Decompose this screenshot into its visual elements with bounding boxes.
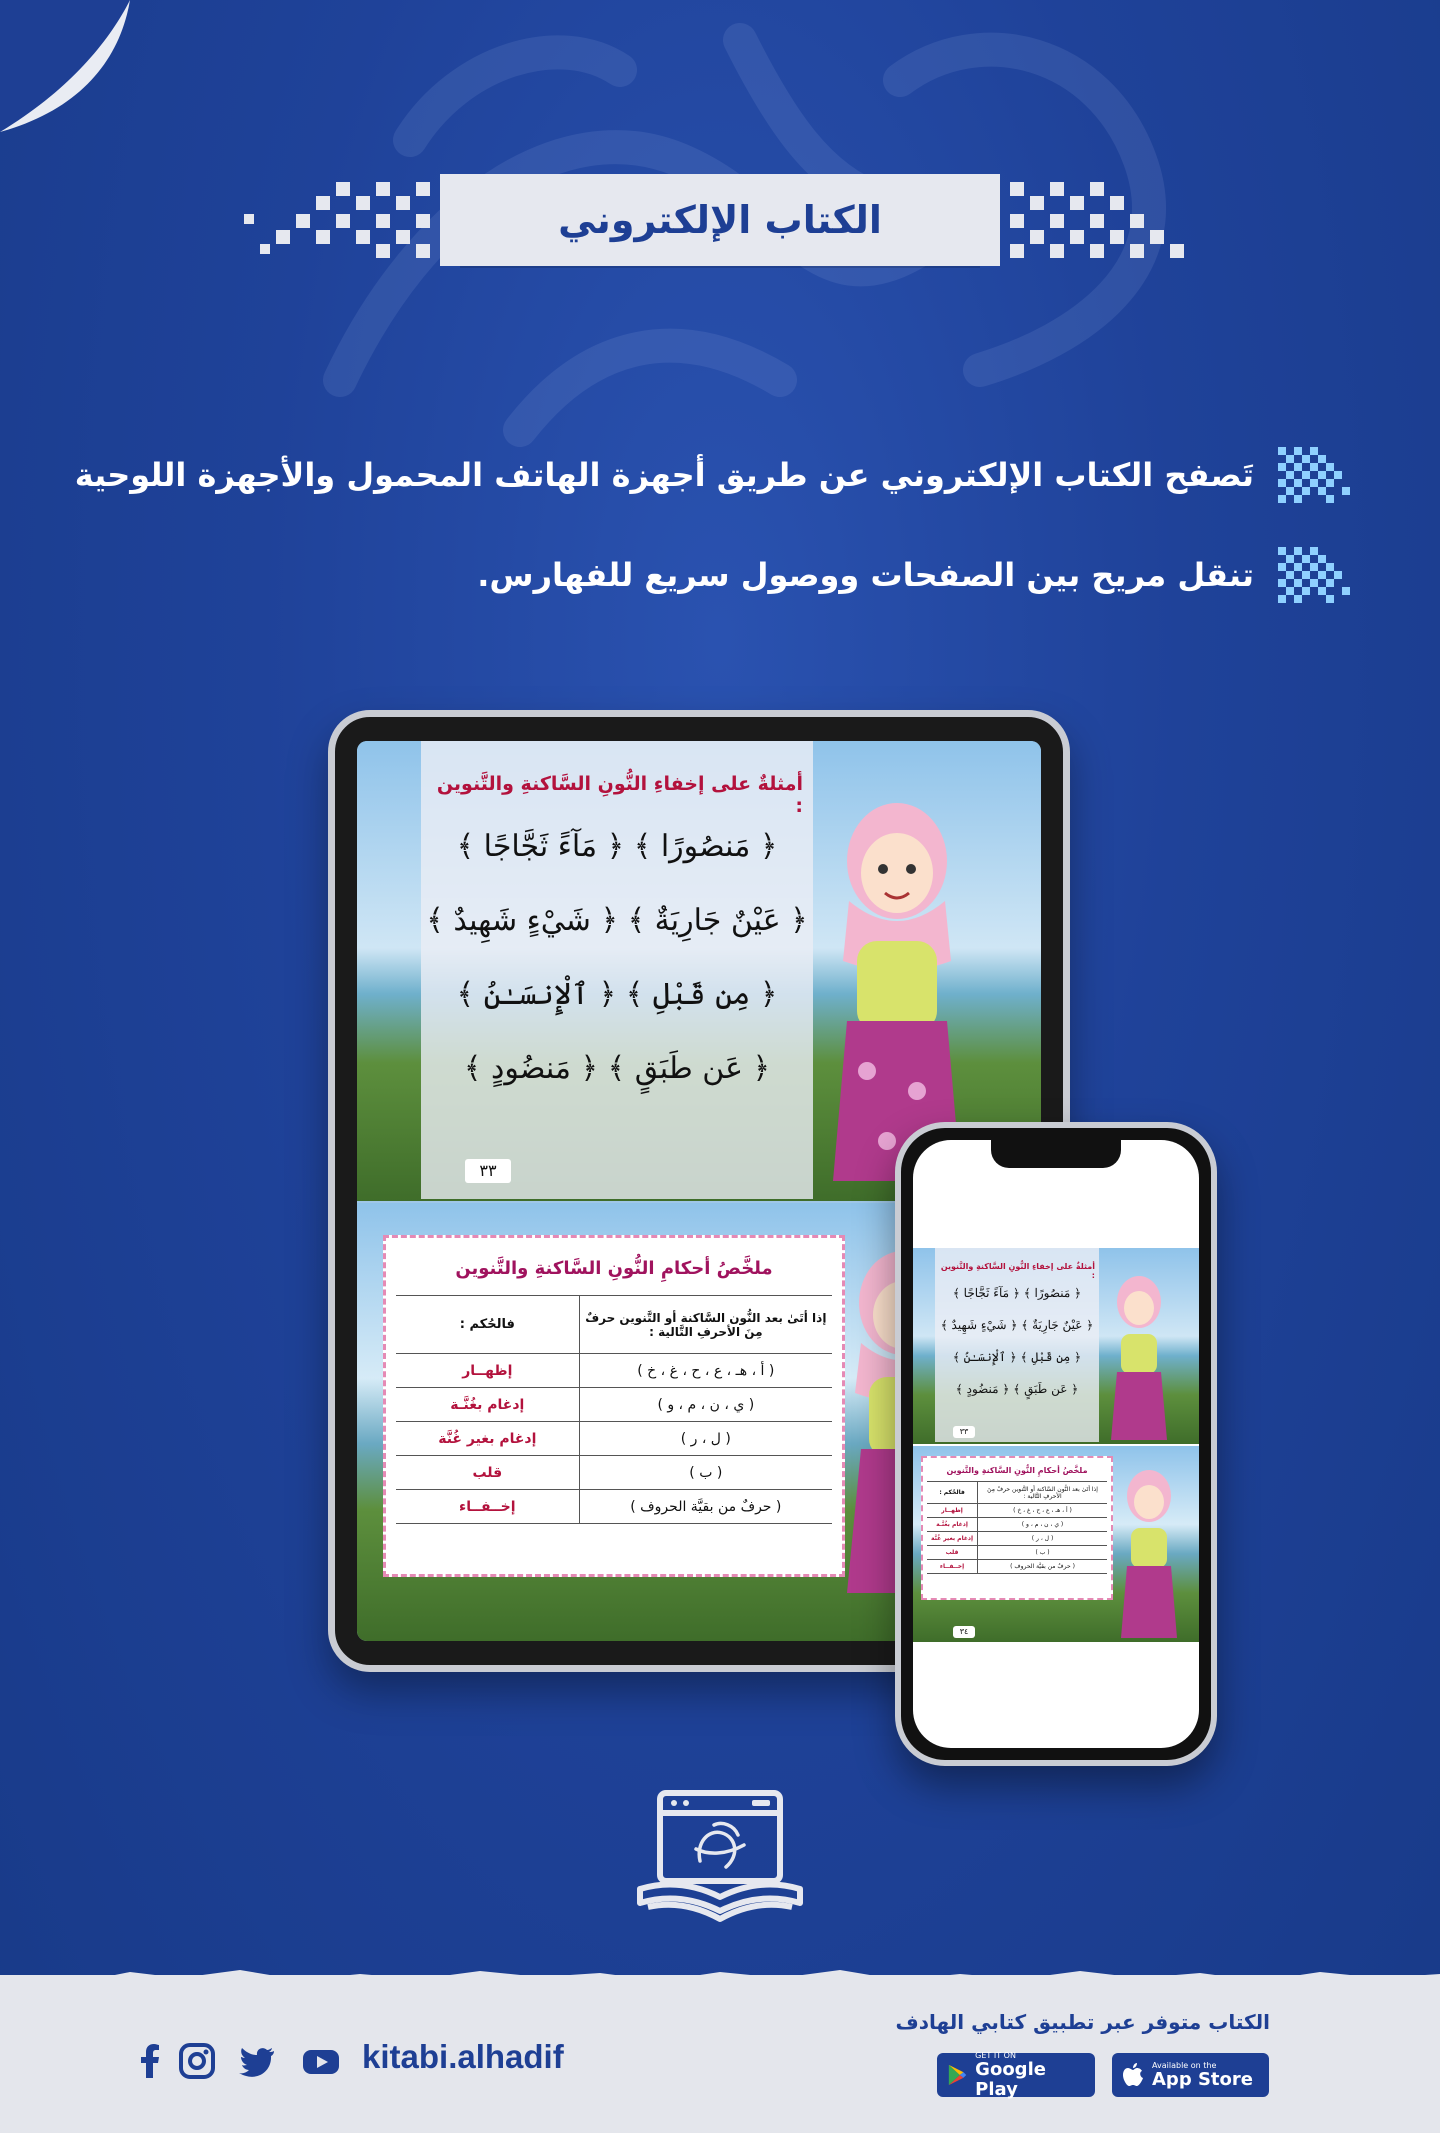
page-title: الكتاب الإلكتروني: [558, 198, 882, 242]
phone-page-examples: [913, 1248, 1199, 1444]
table-row: [396, 1388, 832, 1422]
rules-header-rule: فالحُكم :: [927, 1482, 978, 1504]
rule-letters: ( أ ، هـ ، ع ، ح ، غ ، خ ): [579, 1354, 832, 1388]
twitter-icon[interactable]: [238, 2042, 276, 2080]
rule-name: إدغام بغُنَّـة: [927, 1518, 978, 1532]
google-play-small: GET IT ON: [975, 2050, 1016, 2060]
apple-icon: [1122, 2063, 1144, 2087]
table-row: [927, 1518, 1107, 1532]
rule-letters: ( ي ، ن ، م ، و ): [978, 1518, 1107, 1532]
instagram-icon[interactable]: [178, 2042, 216, 2080]
page-curl: [0, 0, 140, 140]
google-play-label: Google Play: [975, 2058, 1046, 2100]
pixel-bullet-icon: [1278, 447, 1350, 503]
feature-item: [70, 425, 1350, 525]
feature-item: [70, 525, 1350, 625]
rules-header-rule: فالحُكم :: [396, 1296, 579, 1354]
app-store-small: Available on the: [1152, 2060, 1217, 2070]
table-row: [927, 1560, 1107, 1574]
example-row: ﴿ عَن طَبَقٍ ﴾ ﴿ مَنضُودٍ ﴾: [463, 1051, 771, 1086]
example-row: ﴿ عَيْنٌ جَارِيَةٌ ﴾ ﴿ شَيْءٍ شَهِيدٌ ﴾: [940, 1318, 1094, 1332]
rule-letters: ( حرفٌ من بقيَّة الحروف ): [978, 1560, 1107, 1574]
title-banner: [240, 170, 1200, 270]
rules-card: [921, 1456, 1113, 1600]
table-row: [396, 1422, 832, 1456]
table-row: [927, 1532, 1107, 1546]
example-row: ﴿ مَنصُورًا ﴾ ﴿ مَآءً ثَجَّاجًا ﴾: [952, 1286, 1082, 1300]
table-row: [927, 1546, 1107, 1560]
example-row: ﴿ مِن قَبْلِ ﴾ ﴿ ٱلْإِنسَـٰنُ ﴾: [456, 977, 778, 1012]
app-store-label: App Store: [1152, 2068, 1253, 2090]
rule-letters: ( ب ): [978, 1546, 1107, 1560]
facebook-icon[interactable]: [132, 2042, 170, 2080]
phone-notch: [991, 1140, 1121, 1168]
phone-page-rules: [913, 1446, 1199, 1642]
example-row: ﴿ عَن طَبَقٍ ﴾ ﴿ مَنضُودٍ ﴾: [955, 1382, 1079, 1396]
rule-name: إظهــار: [927, 1504, 978, 1518]
pixel-bullet-icon: [1278, 547, 1350, 603]
rule-letters: ( ل ، ر ): [579, 1422, 832, 1456]
rule-name: قلب: [927, 1546, 978, 1560]
rule-letters: ( ي ، ن ، م ، و ): [579, 1388, 832, 1422]
rules-title: ملخَّصُ أحكامِ النُّونِ السَّاكنةِ والتَّنوين: [946, 1466, 1088, 1475]
rule-letters: ( حرفٌ من بقيَّة الحروف ): [579, 1490, 832, 1524]
feature-text: تَصفح الكتاب الإلكتروني عن طريق أجهزة الهاتف المحمول والأجهزة اللوحية: [74, 456, 1254, 494]
rule-name: إخــفــاء: [396, 1490, 579, 1524]
example-row: ﴿ عَيْنٌ جَارِيَةٌ ﴾ ﴿ شَيْءٍ شَهِيدٌ ﴾: [426, 903, 808, 938]
rule-name: قلب: [396, 1456, 579, 1490]
rule-letters: ( ل ، ر ): [978, 1532, 1107, 1546]
rules-card: [383, 1235, 845, 1577]
table-row: [396, 1456, 832, 1490]
rule-name: إدغام بغير غُنَّة: [396, 1422, 579, 1456]
rules-title: ملخَّصُ أحكامِ النُّونِ السَّاكنةِ والتَّنوين: [455, 1258, 773, 1279]
social-handle[interactable]: kitabi.alhadif: [362, 2038, 564, 2075]
google-play-badge[interactable]: [937, 2050, 1095, 2100]
pixel-decoration-right: [980, 174, 1200, 266]
rule-letters: ( ب ): [579, 1456, 832, 1490]
feature-text: تنقل مريح بين الصفحات ووصول سريع للفهارس.: [477, 556, 1254, 594]
pixel-decoration-left: [240, 174, 460, 266]
example-row: ﴿ مِن قَبْلِ ﴾ ﴿ ٱلْإِنسَـٰنُ ﴾: [952, 1350, 1082, 1364]
rule-name: إدغام بغير غُنَّة: [927, 1532, 978, 1546]
availability-text: الكتاب متوفر عبر تطبيق كتابي الهادف: [895, 2010, 1270, 2034]
phone-screen[interactable]: [913, 1140, 1199, 1748]
page-number: ٣٣: [953, 1426, 975, 1438]
table-row: [396, 1354, 832, 1388]
rule-name: إدغام بغُنَّـة: [396, 1388, 579, 1422]
rule-name: إظهــار: [396, 1354, 579, 1388]
page-number: ٣٤: [953, 1626, 975, 1638]
feature-list: [70, 425, 1350, 625]
youtube-icon[interactable]: [302, 2042, 340, 2080]
rules-header-condition: إذا أتَىٰ بعد النُّون السَّاكنة أو التَّنوين حرفٌ مِنَ الأحرفِ التَّالية :: [579, 1296, 832, 1354]
table-row: [927, 1504, 1107, 1518]
google-play-icon: [947, 2063, 967, 2087]
rule-letters: ( أ ، هـ ، ع ، ح ، غ ، خ ): [978, 1504, 1107, 1518]
phone-mockup: [895, 1122, 1217, 1766]
girl-illustration: [1119, 1466, 1179, 1640]
rules-header-condition: إذا أتَىٰ بعد النُّون السَّاكنة أو التَّنوين حرفٌ مِنَ الأحرفِ التَّالية :: [978, 1482, 1107, 1504]
kitabi-logo-icon: [630, 1785, 810, 1925]
rules-table: [396, 1295, 832, 1524]
examples-title: أمثلةٌ على إخفاءِ النُّونِ السَّاكنةِ والتَّنوين :: [940, 1262, 1095, 1280]
app-store-badge[interactable]: [1112, 2053, 1269, 2097]
page-number: ٣٣: [465, 1159, 511, 1183]
rules-table: [927, 1481, 1107, 1574]
table-row: [396, 1490, 832, 1524]
examples-title: أمثلةٌ على إخفاءِ النُّونِ السَّاكنةِ والتَّنوين :: [436, 773, 803, 817]
rule-name: إخــفــاء: [927, 1560, 978, 1574]
girl-illustration: [1109, 1272, 1169, 1442]
example-row: ﴿ مَنصُورًا ﴾ ﴿ مَآءً ثَجَّاجًا ﴾: [456, 829, 778, 864]
